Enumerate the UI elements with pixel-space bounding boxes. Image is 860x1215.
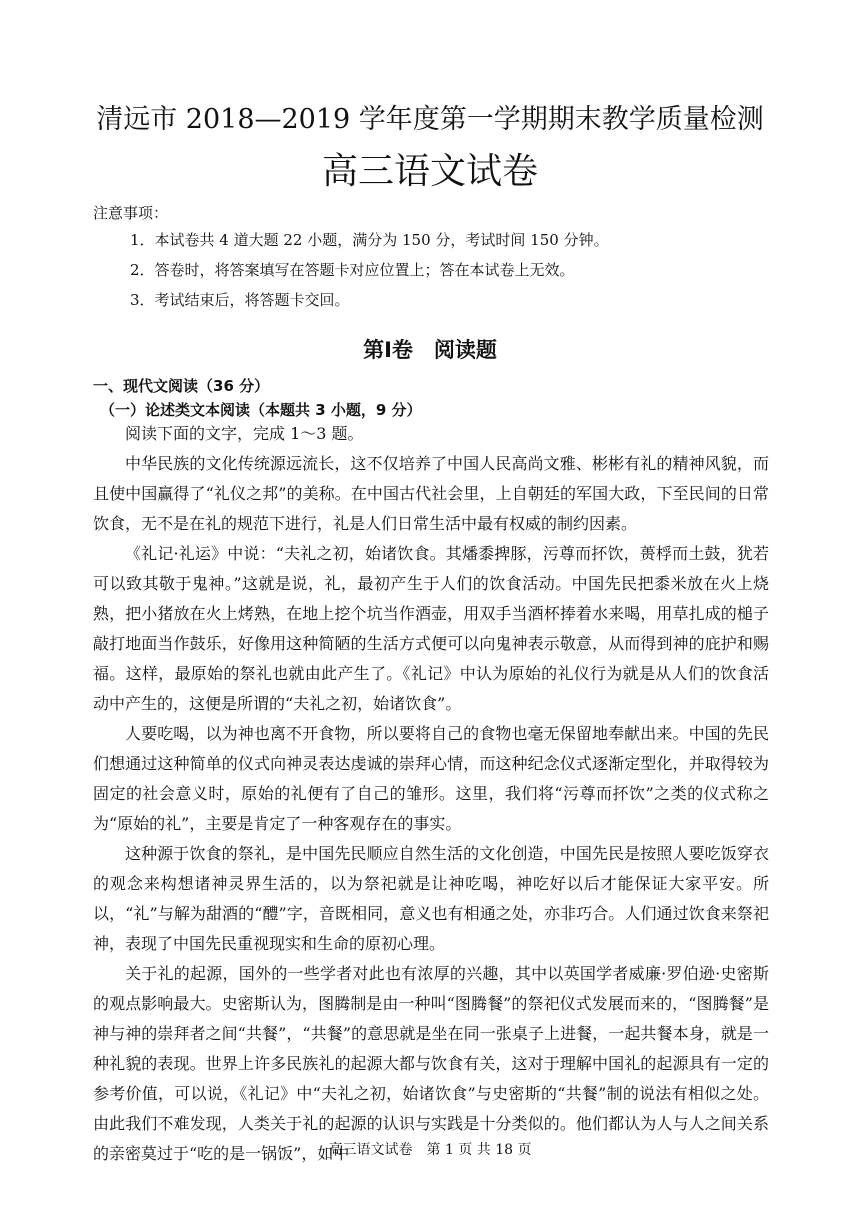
page-footer: 高三语文试卷 第 1 页 共 18 页 [328,1142,532,1158]
section-heading: 一、现代文阅读（36 分） [93,377,270,395]
paragraph: 《礼记·礼运》中说：“夫礼之初，始诸饮食。其燔黍捭豚，污尊而抔饮，蒉桴而土鼓，犹若可以致其敬于鬼神。”这就是说，礼，最初产生于人们的饮食活动。中国先民把黍米放在火上烧熟，把小猪放在火上烤熟，在地上挖个坑当作酒壶，用双手当酒杯捧着水来喝，用草扎成的槌子敲打地面当作鼓乐，好像用这种简陋的生活方式便可以向鬼神表示敬意，从而得到神的庇护和赐福。这样，最原始的祭礼也就由此产生了。《礼记》中认为原始的礼仪行为就是从人们的饮食活动中产生的，这便是所谓的“夫礼之初，始诸饮食”。 [93,544,769,713]
notice-item: 3．考试结束后，将答题卡交回。 [130,291,350,309]
notice-heading: 注意事项： [93,204,169,222]
exam-title: 清远市 2018—2019 学年度第一学期期末教学质量检测 [96,104,764,135]
paragraph: 这种源于饮食的祭礼，是中国先民顺应自然生活的文化创造，中国先民是按照人要吃饭穿衣的观念来构想诸神灵界生活的，以为祭祀就是让神吃喝，神吃好以后才能保证大家平安。所以，“礼”与解为甜酒的“醴”字，音既相同，意义也有相通之处，亦非巧合。人们通过饮食来祭祀神，表现了中国先民重视现实和生命的原初心理。 [93,844,769,953]
notice-item: 2．答卷时，将答案填写在答题卡对应位置上；答在本试卷上无效。 [130,261,575,279]
section-subheading: （一）论述类文本阅读（本题共 3 小题，9 分） [100,401,422,419]
paragraph: 中华民族的文化传统源远流长，这不仅培养了中国人民高尚文雅、彬彬有礼的精神风貌，而且使中国赢得了“礼仪之邦”的美称。在中国古代社会里，上自朝廷的军国大政，下至民间的日常饮食，无不是在礼的规范下进行，礼是人们日常生活中最有权威的制约因素。 [93,454,769,533]
instruction: 阅读下面的文字，完成 1～3 题。 [125,424,364,443]
paragraph: 关于礼的起源，国外的一些学者对此也有浓厚的兴趣，其中以英国学者威廉·罗伯逊·史密斯的观点影响最大。史密斯认为，图腾制是由一种叫“图腾餐”的祭祀仪式发展而来的，“图腾餐”是神与神的崇拜者之间“共餐”，“共餐”的意思就是坐在同一张桌子上进餐，一起共餐本身，就是一种礼貌的表现。世界上许多民族礼的起源大都与饮食有关，这对于理解中国礼的起源具有一定的参考价值，可以说，《礼记》中“夫礼之初，始诸饮食”与史密斯的“共餐”制的说法有相似之处。由此我们不难发现，人类关于礼的起源的认识与实践是十分类似的。他们都认为人与人之间关系的亲密莫过于“吃的是一锅饭”，如中 [93,964,769,1163]
paragraph: 人要吃喝，以为神也离不开食物，所以要将自己的食物也毫无保留地奉献出来。中国的先民们想通过这种简单的仪式向神灵表达虔诚的崇拜心情，而这种纪念仪式逐渐定型化，并取得较为固定的社会意义时，原始的礼便有了自己的雏形。这里，我们将“污尊而抔饮”之类的仪式称之为“原始的礼”，主要是肯定了一种客观存在的事实。 [93,724,769,833]
part-title: 第Ⅰ卷 阅读题 [363,338,497,362]
notice-list [130,225,609,315]
reading-passage [93,419,769,1169]
notice-item: 1．本试卷共 4 道大题 22 小题，满分为 150 分，考试时间 150 分钟。 [130,231,609,249]
paper-title: 高三语文试卷 [321,151,538,192]
